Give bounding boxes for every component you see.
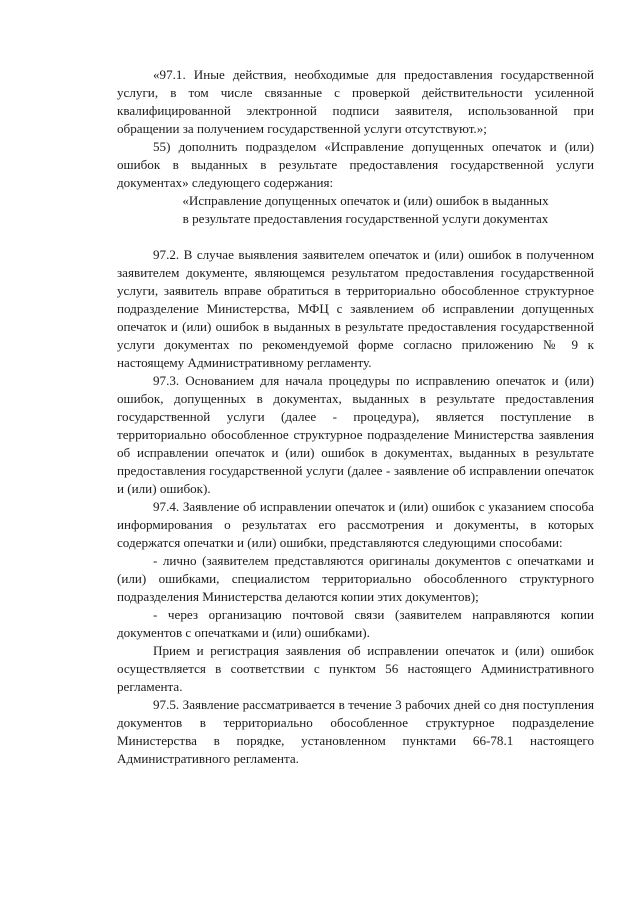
subsection-heading-line-1: «Исправление допущенных опечаток и (или) ошибок в выданных [182,193,549,208]
list-item-by-post: - через организацию почтовой связи (заявителем направляются копии документов с опечатками и (или) ошибками). [117,607,594,640]
paragraph-97-5: 97.5. Заявление рассматривается в течение 3 рабочих дней со дня поступления документов в территориально обособленное структурное подразделение Министерства в порядке, установленном пунктами 66-78.1 настоящего Административного регламента. [117,697,594,766]
paragraph-97-2: 97.2. В случае выявления заявителем опечаток и (или) ошибок в полученном заявителем документе, являющемся результатом предоставления государственной услуги, заявитель вправе обратиться в территориально обособленное структурное подразделение Министерства, МФЦ с заявлением об исправлении допущенных опечаток и (или) ошибок в выданных в результате предоставления государственной услуги документах по рекомендуемой форме согласно приложению № 9 к настоящему Административному регламенту. [117,247,594,370]
document-body [117,66,594,768]
paragraph-97-4: 97.4. Заявление об исправлении опечаток и (или) ошибок с указанием способа информирования о результатах его рассмотрения и документы, в которых содержатся опечатки и (или) ошибки, представляются следующими способами: [117,499,594,550]
paragraph-registration: Прием и регистрация заявления об исправлении опечаток и (или) ошибок осуществляется в соответствии с пунктом 56 настоящего Административного регламента. [117,643,594,694]
paragraph-55: 55) дополнить подразделом «Исправление допущенных опечаток и (или) ошибок в выданных в результате предоставления государственной услуги документах» следующего содержания: [117,139,594,190]
subsection-heading-line-2: в результате предоставления государственной услуги документах [182,211,549,226]
list-item-in-person: - лично (заявителем представляются оригиналы документов с опечатками и (или) ошибками, специалистом территориально обособленного структурного подразделения Министерства делаются копии этих документов); [117,553,594,604]
paragraph-97-1: «97.1. Иные действия, необходимые для предоставления государственной услуги, в том числе связанные с проверкой действительности усиленной квалифицированной электронной подписи заявителя, использованной при обращении за получением государственной услуги отсутствуют.»; [117,67,594,136]
paragraph-97-3: 97.3. Основанием для начала процедуры по исправлению опечаток и (или) ошибок, допущенных в документах, выданных в результате предоставления государственной услуги (далее - процедура), является поступление в территориально обособленное структурное подразделение Министерства заявления об исправлении опечаток и (или) ошибок в документах, выданных в результате предоставления государственной услуги (далее - заявление об исправлении опечаток и (или) ошибок). [117,373,594,496]
